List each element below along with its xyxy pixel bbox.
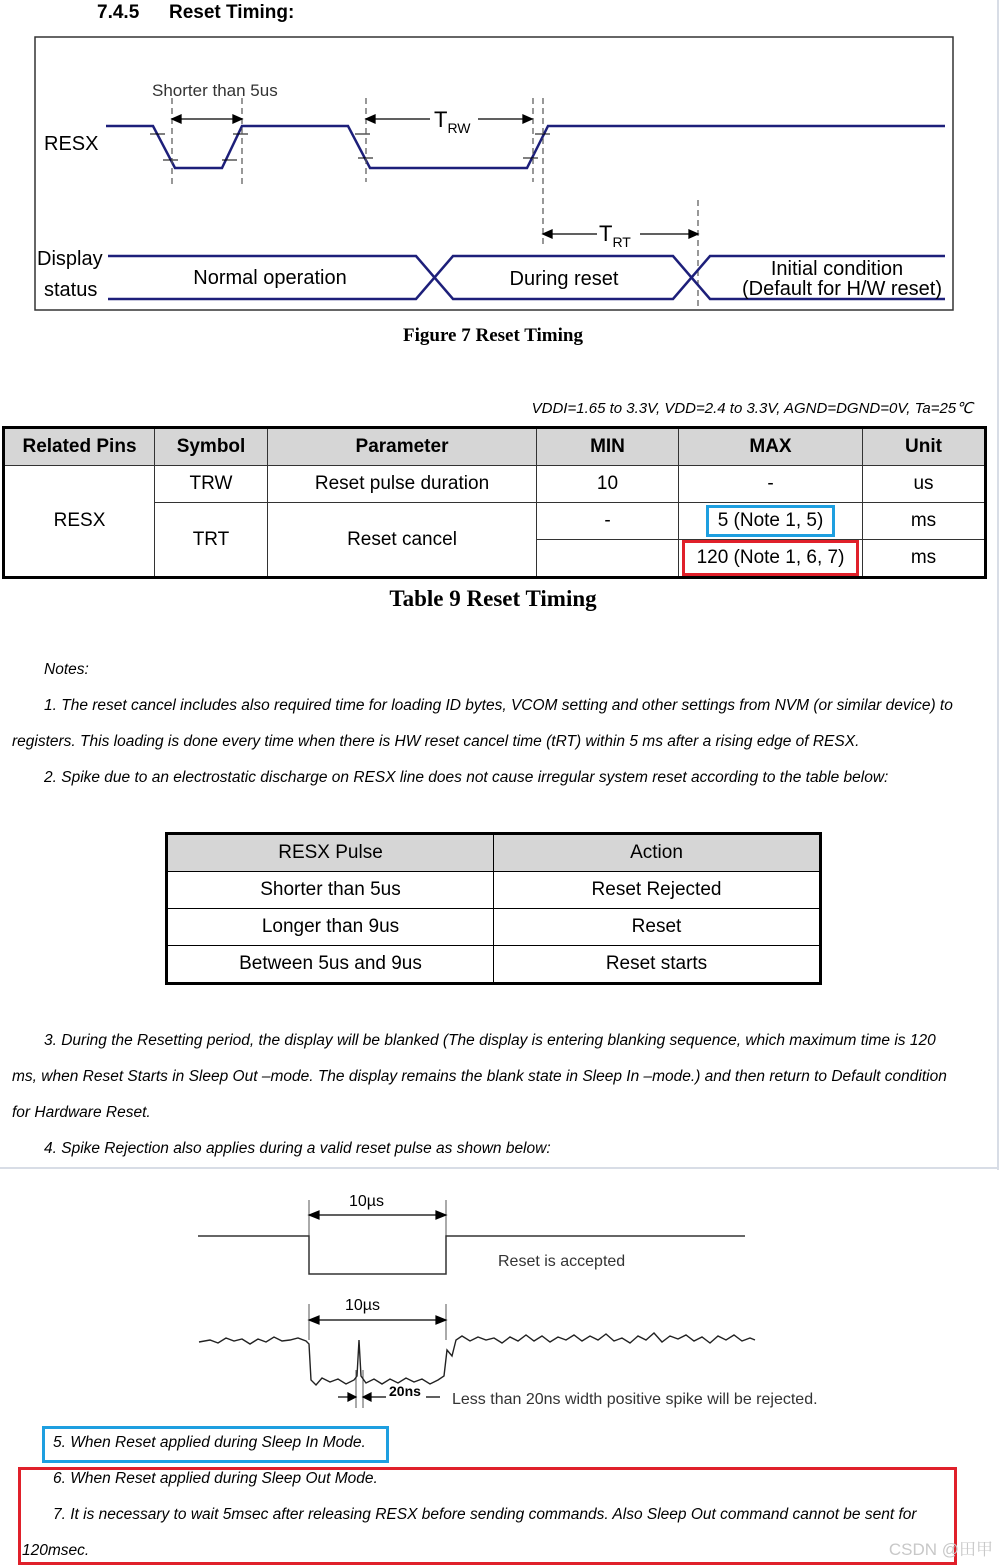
max-cell [679, 540, 863, 578]
top-pulse-duration: 10µs [349, 1193, 385, 1210]
pulse-cell: Between 5us and 9us [167, 946, 494, 984]
note-7-cont: 120msec. [22, 1542, 90, 1559]
noisy-reset-pulse [199, 1333, 755, 1385]
shorter-than-label: Shorter than 5us [152, 81, 278, 100]
note-1: 1. The reset cancel includes also required time for loading ID bytes, VCOM setting and other settings from NVM (or similar device) to [44, 697, 953, 714]
related-pin-cell: RESX [4, 466, 155, 578]
unit-cell: us [863, 466, 986, 503]
state-reset: During reset [509, 268, 619, 290]
header-cell: Unit [863, 428, 986, 466]
table-row [167, 946, 821, 984]
spike-rejection-figure [0, 1180, 1001, 1420]
max-cell: - [679, 466, 863, 503]
max-cell [679, 503, 863, 540]
action-cell: Reset starts [494, 946, 821, 984]
action-cell: Reset [494, 909, 821, 946]
trw-label: $T_{RW}$ [434, 107, 471, 136]
resx-waveform [106, 126, 945, 168]
header-cell: RESX Pulse [167, 834, 494, 872]
header-cell: MAX [679, 428, 863, 466]
threshold-ticks [150, 134, 550, 160]
reset-timing-diagram [0, 0, 1001, 320]
header-cell: MIN [537, 428, 679, 466]
sleep-in-max-highlight: 5 (Note 1, 5) [706, 505, 836, 537]
min-cell [537, 540, 679, 578]
note-1-cont: registers. This loading is done every time when there is HW reset cancel time (tRT) within 5 ms after a rising edge of RESX. [12, 733, 860, 750]
note-6: 6. When Reset applied during Sleep Out Mode. [53, 1470, 378, 1487]
status-label: status [44, 279, 98, 301]
watermark: CSDN @田甲 [888, 1540, 993, 1559]
resx-pulse-table [165, 832, 822, 985]
table-row [167, 909, 821, 946]
sleep-out-max-highlight: 120 (Note 1, 6, 7) [682, 540, 860, 576]
display-label: Display [37, 248, 103, 270]
symbol-cell: TRT [155, 503, 268, 578]
section-title: Reset Timing: [169, 2, 295, 23]
notes-heading: Notes: [44, 661, 89, 678]
header-cell: Action [494, 834, 821, 872]
note-3: 3. During the Resetting period, the display will be blanked (The display is entering blanking sequence, which maximum time is 120 [44, 1032, 936, 1049]
table-row [4, 466, 986, 503]
table-header-row [4, 428, 986, 466]
section-number: 7.4.5 [97, 2, 140, 23]
min-cell: 10 [537, 466, 679, 503]
trt-label: $T_{RT}$ [599, 221, 631, 250]
symbol-cell: TRW [155, 466, 268, 503]
resx-label: RESX [44, 133, 99, 155]
min-cell: - [537, 503, 679, 540]
figure-caption: Figure 7 Reset Timing [403, 325, 583, 346]
spike-rejected-label: Less than 20ns width positive spike will be rejected. [452, 1391, 818, 1408]
note-5: 5. When Reset applied during Sleep In Mode. [53, 1434, 366, 1451]
note-4: 4. Spike Rejection also applies during a valid reset pulse as shown below: [44, 1140, 551, 1157]
note-7: 7. It is necessary to wait 5msec after releasing RESX before sending commands. Also Sleep Out command cannot be sent for [53, 1506, 917, 1523]
pane-border [0, 1167, 999, 1169]
parameter-cell: Reset pulse duration [268, 466, 537, 503]
pane-border [997, 0, 999, 1170]
table-row [167, 872, 821, 909]
parameter-cell: Reset cancel [268, 503, 537, 578]
state-initial-default: (Default for H/W reset) [741, 278, 943, 300]
bottom-pulse-duration: 10µs [345, 1297, 381, 1314]
unit-cell: ms [863, 540, 986, 578]
test-conditions: VDDI=1.65 to 3.3V, VDD=2.4 to 3.3V, AGND=DGND=0V, Ta=25℃ [531, 400, 973, 417]
pulse-cell: Shorter than 5us [167, 872, 494, 909]
pulse-cell: Longer than 9us [167, 909, 494, 946]
reset-accepted-label: Reset is accepted [498, 1253, 626, 1270]
state-initial: Initial condition [770, 258, 904, 280]
note-3-end: for Hardware Reset. [12, 1104, 151, 1121]
unit-cell: ms [863, 503, 986, 540]
table-header-row [167, 834, 821, 872]
spike-width-label: 20ns [389, 1383, 421, 1399]
dimension-arrows [172, 115, 698, 238]
action-cell: Reset Rejected [494, 872, 821, 909]
table-caption: Table 9 Reset Timing [389, 586, 597, 611]
header-cell: Related Pins [4, 428, 155, 466]
reset-timing-table [2, 426, 987, 579]
note-3-cont: ms, when Reset Starts in Sleep Out –mode. The display remains the blank state in Sleep In –mode.) and then return to Default condition [12, 1068, 947, 1085]
state-normal: Normal operation [193, 267, 347, 289]
header-cell: Symbol [155, 428, 268, 466]
header-cell: Parameter [268, 428, 537, 466]
note-2: 2. Spike due to an electrostatic discharge on RESX line does not cause irregular system reset according to the table below: [44, 769, 889, 786]
clean-reset-pulse [198, 1236, 745, 1274]
